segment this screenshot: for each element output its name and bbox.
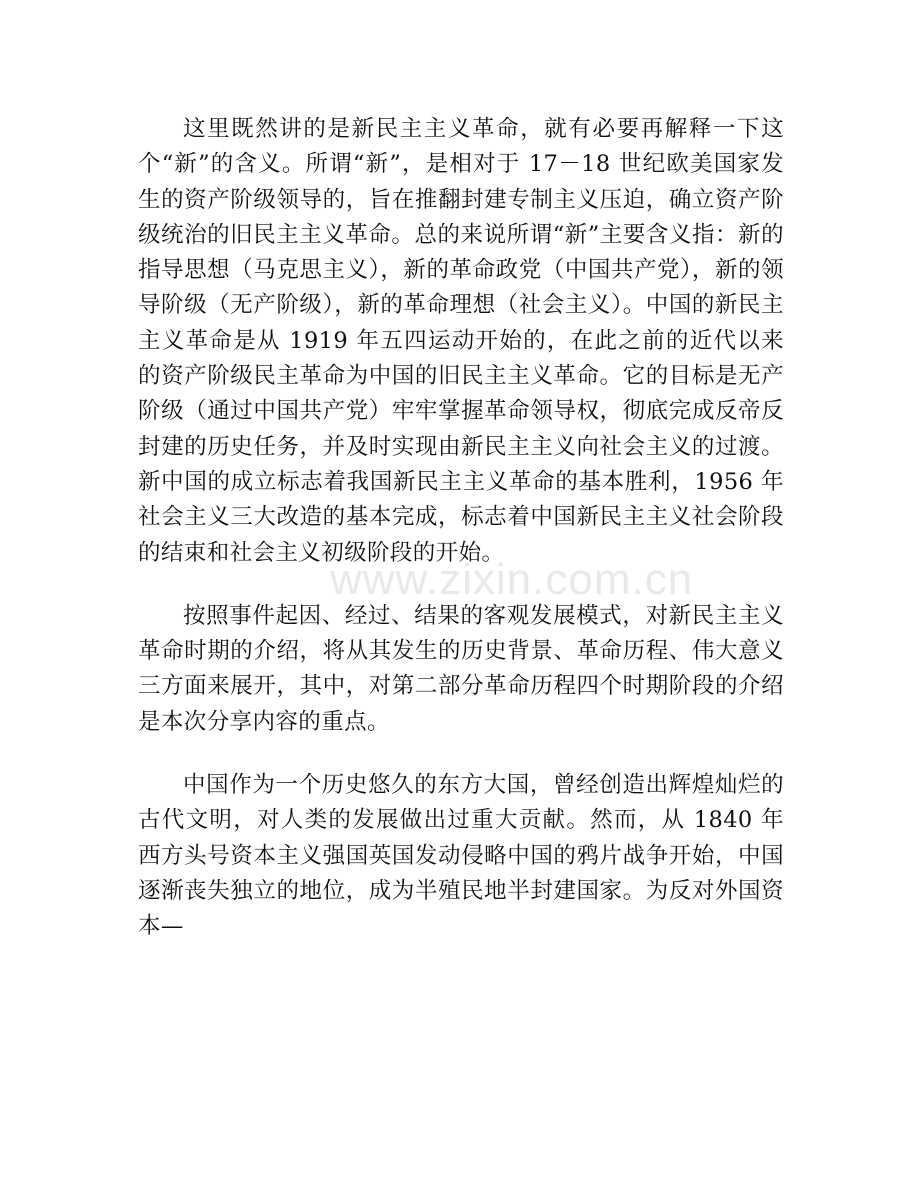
document-body [138, 112, 784, 973]
watermark: www.zixin.com.cn [330, 555, 694, 604]
paragraph-2: 按照事件起因、经过、结果的客观发展模式，对新民主主义革命时期的介绍，将从其发生的历史背景、革命历程、伟大意义三方面来展开，其中，对第二部分革命历程四个时期阶段的介绍是本次分享内容的重点。 [138, 602, 784, 735]
paragraph-1: 这里既然讲的是新民主主义革命，就有必要再解释一下这个“新”的含义。所谓“新”，是相对于 17－18 世纪欧美国家发生的资产阶级领导的，旨在推翻封建专制主义压迫，确立资产阶级统治的旧民主主义革命。总的来说所谓“新”主要含义指：新的指导思想（马克思主义），新的革命政党（中国共产党），新的领导阶级（无产阶级），新的革命理想（社会主义）。中国的新民主主义革命是从 1919 年五四运动开始的，在此之前的近代以来的资产阶级民主革命为中国的旧民主主义革命。它的目标是无产阶级（通过中国共产党）牢牢掌握革命领导权，彻底完成反帝反封建的历史任务，并及时实现由新民主主义向社会主义的过渡。新中国的成立标志着我国新民主主义革命的基本胜利，1956 年社会主义三大改造的基本完成，标志着中国新民主主义社会阶段的结束和社会主义初级阶段的开始。 [138, 116, 784, 566]
paragraph-3: 中国作为一个历史悠久的东方大国，曾经创造出辉煌灿烂的古代文明，对人类的发展做出过重大贡献。然而，从 1840 年西方头号资本主义强国英国发动侵略中国的鸦片战争开始，中国逐渐丧失独立的地位，成为半殖民地半封建国家。为反对外国资本— [138, 772, 784, 940]
